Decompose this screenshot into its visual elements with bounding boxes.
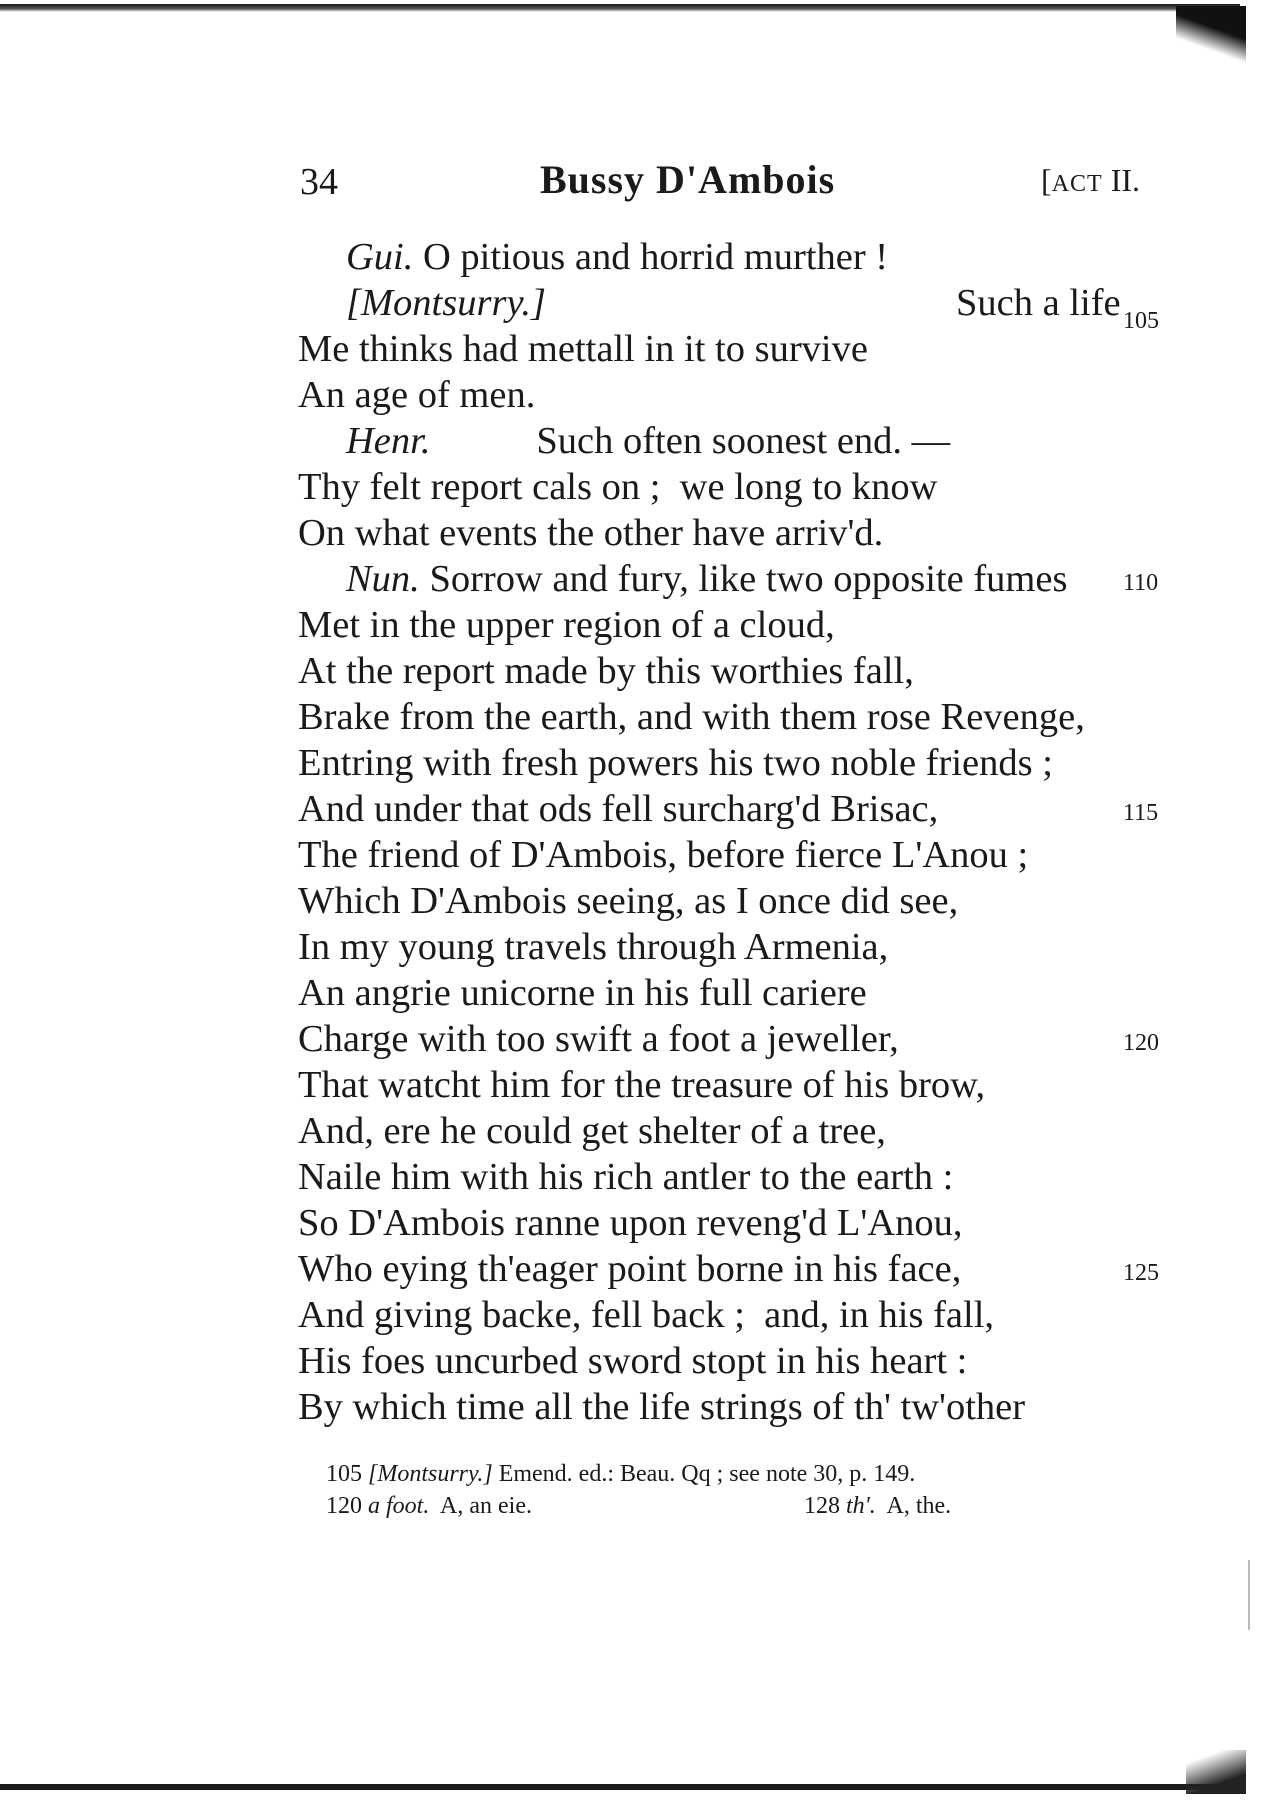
act-bracket: [: [1041, 162, 1052, 198]
scan-corner-top-right: [1176, 6, 1246, 76]
line-text: Thy felt report cals on ; we long to know: [298, 466, 938, 508]
verse-line: [298, 418, 1138, 464]
line-text: Naile him with his rich antler to the earth :: [298, 1156, 954, 1198]
line-text: In my young travels through Armenia,: [298, 926, 889, 968]
verse-line: [298, 372, 1138, 418]
verse-line: [298, 970, 1138, 1016]
line-number: 105: [1123, 308, 1159, 334]
verse-line: [298, 1200, 1138, 1246]
verse-line: [298, 280, 1159, 334]
footnote-note: A, an eie.: [429, 1493, 532, 1519]
line-number: 125: [1123, 1260, 1159, 1286]
line-number: 120: [1123, 1030, 1159, 1056]
footnote-note: A, the.: [875, 1493, 952, 1519]
act-numeral: II.: [1110, 162, 1140, 198]
line-text: And under that ods fell surcharg'd Brisac,: [298, 788, 939, 830]
line-text: Such often soonest end. —: [430, 420, 951, 462]
line-text: Who eying th'eager point borne in his face,: [298, 1248, 962, 1290]
running-head: [300, 157, 1140, 220]
verse-line: [298, 878, 1138, 924]
line-text: By which time all the life strings of th' tw'other: [298, 1386, 1026, 1428]
speaker-name: Nun.: [346, 558, 420, 600]
footnote-number: 128: [804, 1493, 840, 1519]
line-text-right: Such a life: [956, 282, 1121, 324]
verse-line: [298, 1292, 1138, 1338]
running-title: Bussy D'Ambois: [540, 157, 836, 202]
line-text: The friend of D'Ambois, before fierce L'Anou ;: [298, 834, 1029, 876]
verse-line: [298, 556, 1159, 602]
line-text: O pitious and horrid murther !: [413, 236, 889, 278]
verse-line: [298, 602, 1138, 648]
verse-line: [298, 1338, 1138, 1384]
verse-line: [298, 924, 1138, 970]
footnote-lemma: [Montsurry.]: [368, 1461, 493, 1487]
verse-line: [298, 1246, 1159, 1292]
scan-corner-bottom-right: [1186, 1750, 1246, 1794]
line-text: Met in the upper region of a cloud,: [298, 604, 835, 646]
verse-line: [298, 510, 1138, 556]
line-text: Which D'Ambois seeing, as I once did see,: [298, 880, 959, 922]
page-number: 34: [300, 161, 338, 203]
act-word: ACT: [1051, 171, 1103, 197]
speaker-name: [Montsurry.]: [346, 282, 547, 324]
line-text: And giving backe, fell back ; and, in his fall,: [298, 1294, 995, 1336]
line-text: Entring with fresh powers his two noble friends ;: [298, 742, 1053, 784]
verse-line: [298, 1154, 1138, 1200]
footnote-number: 105: [326, 1461, 362, 1487]
line-text: Charge with too swift a foot a jeweller,: [298, 1018, 899, 1060]
line-text: His foes uncurbed sword stopt in his heart :: [298, 1340, 968, 1382]
line-text: An age of men.: [298, 374, 536, 416]
footnote-number: 120: [326, 1493, 362, 1519]
verse-line: [298, 326, 1138, 372]
verse-line: [298, 648, 1138, 694]
verse-line: [298, 786, 1159, 832]
verse-line: [298, 1384, 1138, 1430]
line-text: And, ere he could get shelter of a tree,: [298, 1110, 886, 1152]
footnote: [326, 1490, 1146, 1522]
speaker-name: Henr.: [346, 420, 431, 462]
speaker-name: Gui.: [346, 236, 414, 278]
verse-line: [298, 694, 1138, 740]
footnote-note: Emend. ed.: Beau. Qq ; see note 30, p. 149.: [492, 1461, 916, 1487]
footnotes: [326, 1458, 1146, 1522]
verse-line: [298, 832, 1138, 878]
footnote-lemma: th'.: [846, 1493, 876, 1519]
line-text: An angrie unicorne in his full cariere: [298, 972, 867, 1014]
line-number: 110: [1123, 570, 1159, 596]
verse-line: [298, 1062, 1138, 1108]
scan-edge-top: [0, 4, 1240, 12]
line-text: At the report made by this worthies fall,: [298, 650, 914, 692]
footnote-lemma: a foot.: [368, 1493, 430, 1519]
line-number: 115: [1123, 800, 1159, 826]
footnote-second: [804, 1490, 951, 1522]
line-text: Sorrow and fury, like two opposite fumes: [419, 558, 1068, 600]
line-text: So D'Ambois ranne upon reveng'd L'Anou,: [298, 1202, 963, 1244]
footnote: [326, 1458, 1146, 1490]
act-label: [1041, 162, 1140, 199]
verse-line: [298, 1108, 1138, 1154]
verse-line: [298, 1016, 1159, 1062]
verse-text: [298, 234, 1159, 1430]
line-text: That watcht him for the treasure of his brow,: [298, 1064, 986, 1106]
verse-line: [298, 234, 1138, 280]
verse-line: [298, 464, 1138, 510]
line-text: On what events the other have arriv'd.: [298, 512, 884, 554]
line-text: Me thinks had mettall in it to survive: [298, 328, 868, 370]
verse-line: [298, 740, 1138, 786]
scan-mark-right: [1248, 1560, 1250, 1630]
line-text: Brake from the earth, and with them rose Revenge,: [298, 696, 1085, 738]
scan-edge-bottom: [0, 1784, 1240, 1790]
